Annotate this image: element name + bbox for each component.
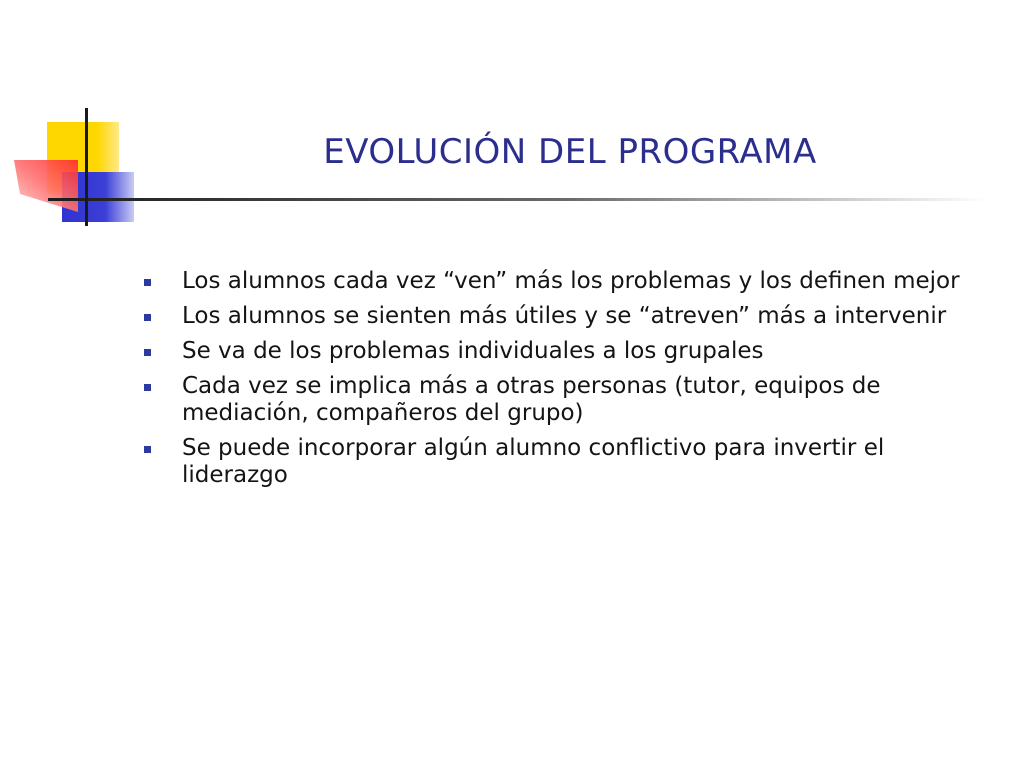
bullet-text: Se puede incorporar algún alumno conflictivo para invertir el liderazgo <box>182 435 885 488</box>
list-item <box>142 268 992 295</box>
bullet-text: Los alumnos se sienten más útiles y se “atreven” más a intervenir <box>182 303 947 329</box>
list-item <box>142 338 992 365</box>
list-item <box>142 373 992 427</box>
bullet-list <box>142 268 992 497</box>
vertical-rule <box>85 108 88 226</box>
bullet-text: Se va de los problemas individuales a los grupales <box>182 338 764 364</box>
bullet-text: Los alumnos cada vez “ven” más los problemas y los definen mejor <box>182 268 960 294</box>
square-bullet-icon <box>144 446 151 453</box>
list-item <box>142 303 992 330</box>
corner-decoration <box>0 0 1024 240</box>
bullet-text: Cada vez se implica más a otras personas (tutor, equipos de mediación, compañeros del grupo) <box>182 373 881 426</box>
square-bullet-icon <box>144 384 151 391</box>
slide-title: EVOLUCIÓN DEL PROGRAMA <box>323 132 817 172</box>
square-bullet-icon <box>144 349 151 356</box>
horizontal-rule <box>48 198 988 201</box>
square-bullet-icon <box>144 279 151 286</box>
red-square <box>14 160 78 212</box>
square-bullet-icon <box>144 314 151 321</box>
list-item <box>142 435 992 489</box>
